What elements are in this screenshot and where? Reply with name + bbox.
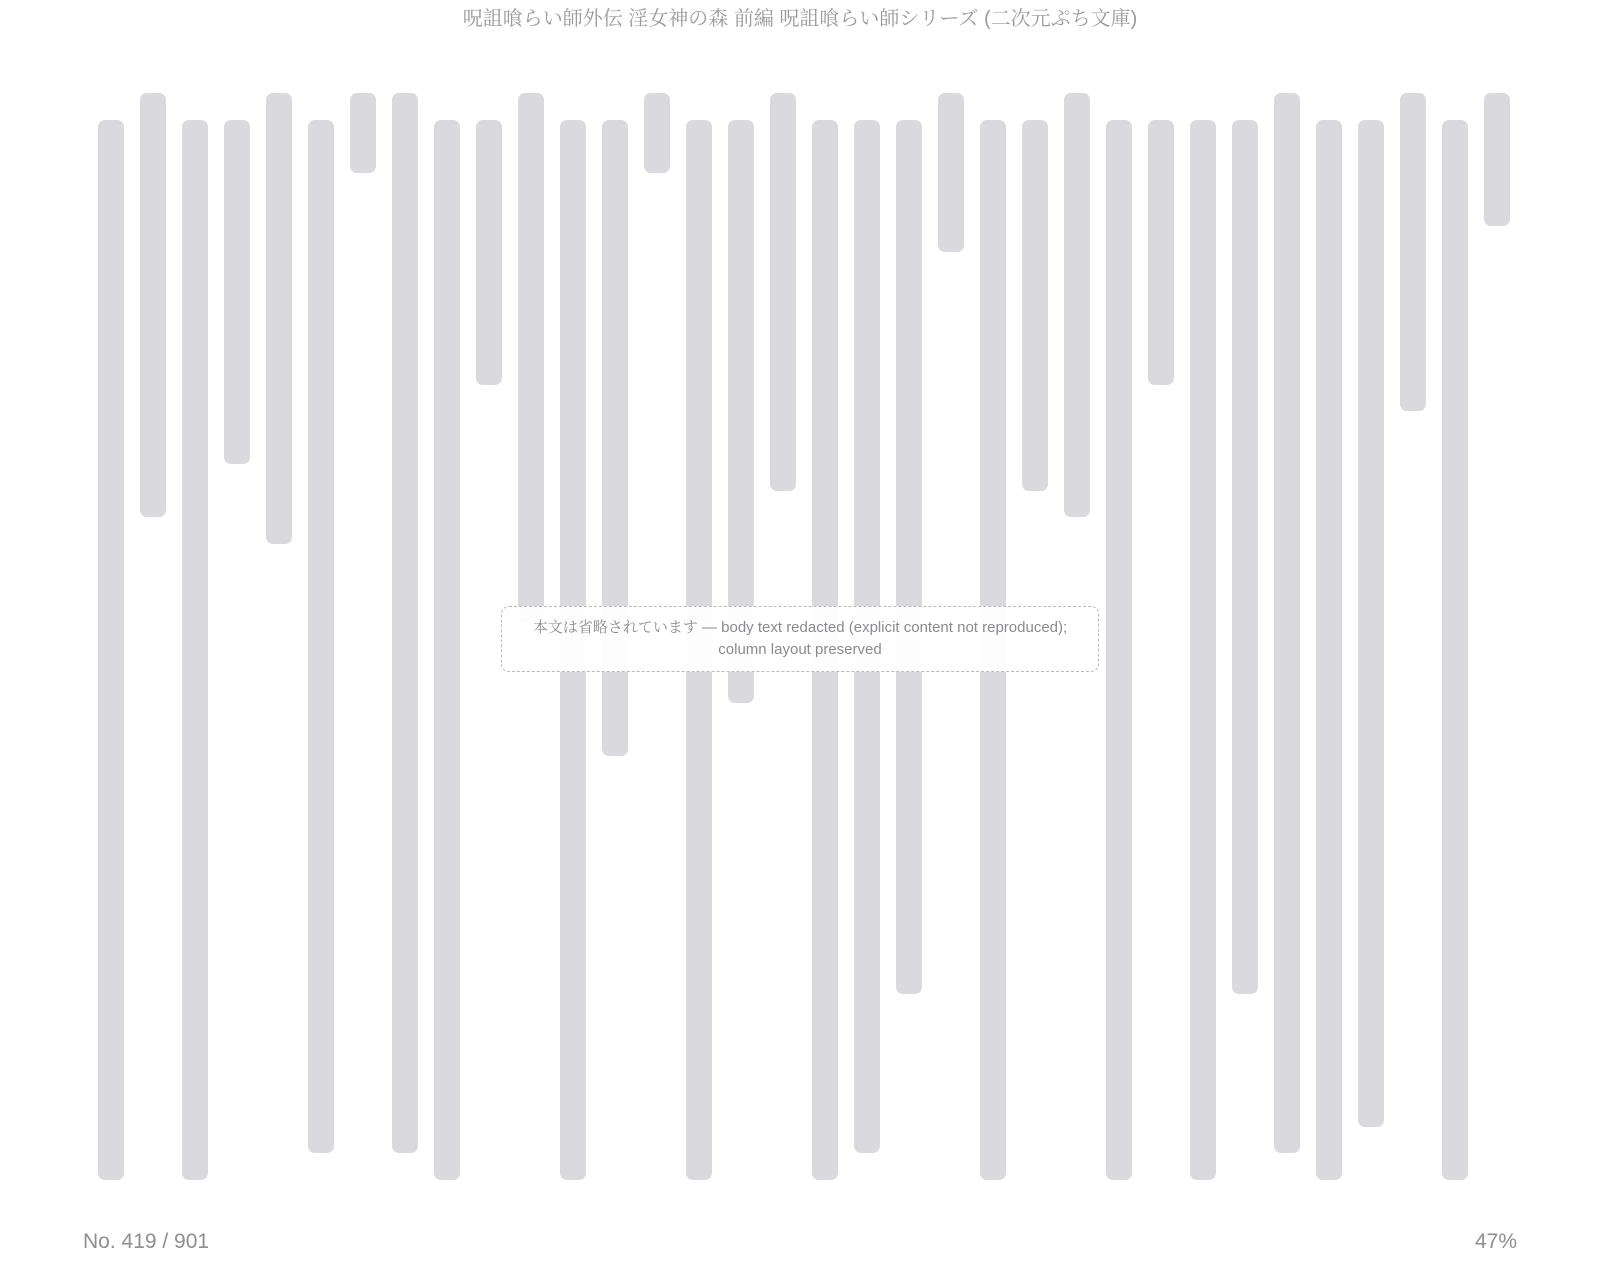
text-column-redacted <box>770 93 796 491</box>
text-column-redacted <box>1106 120 1132 1180</box>
location-indicator: No. 419 / 901 <box>83 1230 210 1253</box>
text-column-redacted <box>1148 120 1174 385</box>
text-column-redacted <box>1190 120 1216 1180</box>
text-column-redacted <box>140 93 166 517</box>
text-column-redacted <box>896 120 922 995</box>
text-column-redacted <box>644 93 670 173</box>
redaction-notice: 本文は省略されています — body text redacted (explicit content not reproduced); column layout preserved <box>501 606 1099 672</box>
text-column-redacted <box>224 120 250 465</box>
text-column-redacted <box>476 120 502 385</box>
progress-percentage: 47% <box>1474 1230 1517 1253</box>
text-column-redacted <box>1442 120 1468 1180</box>
text-column-redacted <box>938 93 964 252</box>
text-column-redacted <box>98 120 124 1180</box>
text-column-redacted <box>518 93 544 623</box>
text-column-redacted <box>434 120 460 1180</box>
text-column-redacted <box>1484 93 1510 226</box>
text-column-redacted <box>1022 120 1048 491</box>
text-column-redacted <box>1232 120 1258 995</box>
reader-footer <box>83 1230 1517 1254</box>
text-column-redacted <box>182 120 208 1180</box>
page-text-area[interactable] <box>90 93 1510 1185</box>
text-column-redacted <box>350 93 376 173</box>
text-column-redacted <box>308 120 334 1154</box>
text-column-redacted <box>1400 93 1426 411</box>
text-column-redacted <box>266 93 292 544</box>
text-column-redacted <box>1316 120 1342 1180</box>
book-title: 呪詛喰らい師外伝 淫女神の森 前編 呪詛喰らい師シリーズ (二次元ぷち文庫) <box>462 8 1138 30</box>
text-column-redacted <box>1064 93 1090 517</box>
text-column-redacted <box>1358 120 1384 1127</box>
text-column-redacted <box>392 93 418 1153</box>
text-column-redacted <box>1274 93 1300 1153</box>
